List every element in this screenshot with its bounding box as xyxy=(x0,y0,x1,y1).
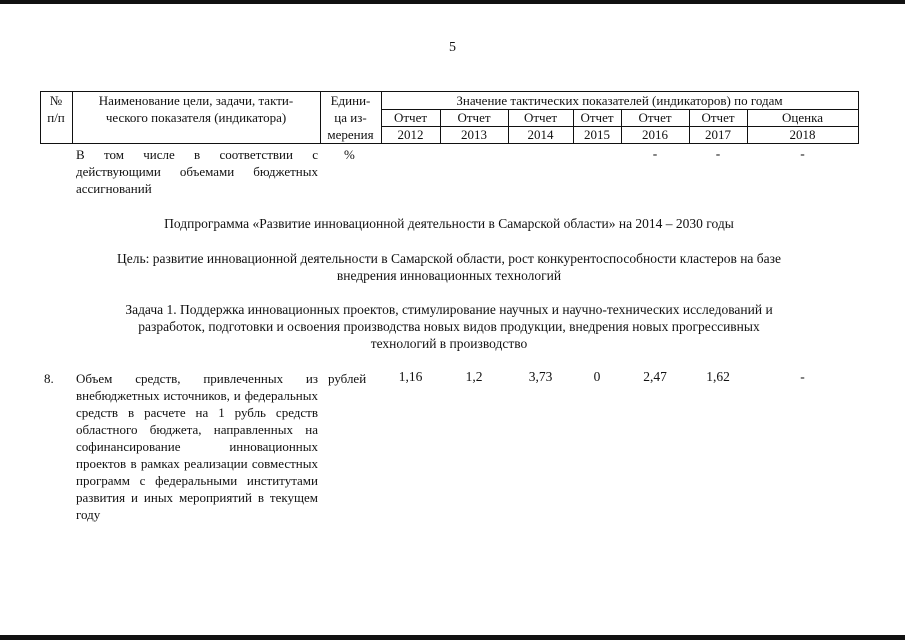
bottom-border xyxy=(0,635,905,640)
header-year: 2014 xyxy=(527,127,554,142)
goal-line1: Цель: развитие инновационной деятельности в Самарской области, рост конкурентоспособности кластеров на базе xyxy=(117,251,781,266)
header-num-line1: № xyxy=(49,93,63,108)
task-line2: разработок, подготовки и освоения производства новых видов продукции, внедрения новых прогрессивных xyxy=(138,319,760,334)
header-year-label: Отчет xyxy=(523,110,558,125)
row-value-2016: - xyxy=(652,146,658,161)
header-year: 2017 xyxy=(705,127,731,142)
row-value-2014: 3,73 xyxy=(528,369,553,384)
header-year: 2013 xyxy=(461,127,487,142)
row-value-2018: - xyxy=(800,146,805,161)
task-line3: технологий в производство xyxy=(370,336,528,351)
row-value-2012: 1,16 xyxy=(398,369,423,384)
header-year-label: Отчет xyxy=(638,110,672,125)
page-number: 5 xyxy=(449,40,456,55)
row-value-2017: 1,62 xyxy=(706,369,730,384)
subprogram-title: Подпрограмма «Развитие инновационной деятельности в Самарской области» на 2014 – 2030 годы xyxy=(164,216,734,231)
row-number: 8. xyxy=(44,371,54,386)
task-line1: Задача 1. Поддержка инновационных проектов, стимулирование научных и научно-технических исследований и xyxy=(125,302,773,317)
header-values-group: Значение тактических показателей (индикаторов) по годам xyxy=(456,93,783,108)
header-unit-line3: мерения xyxy=(327,127,374,142)
row-unit: рублей xyxy=(328,371,367,386)
row-value-2018: - xyxy=(800,369,805,384)
row-name: Объем средств, привлеченных из внебюджетных источников, и федеральных средств в расчете на 1 рубль средств областного бюджета, направленных на софинансирование инновационных проектов в рамках реализации совместных программ с федеральными институтами развития и иных мероприятий в текущем году xyxy=(76,371,318,522)
header-year-label: Отчет xyxy=(393,110,428,125)
top-border xyxy=(0,0,905,4)
header-year: 2015 xyxy=(584,127,610,142)
header-year: 2016 xyxy=(642,127,668,142)
header-year-label: Оценка xyxy=(782,110,823,125)
header-year: 2018 xyxy=(789,127,816,142)
header-year-label: Отчет xyxy=(701,110,735,125)
header-num-line2: п/п xyxy=(47,110,65,125)
row-value-2015: 0 xyxy=(593,369,601,384)
row-value-2016: 2,47 xyxy=(643,369,667,384)
header-top-line xyxy=(40,91,858,92)
header-name-line1: Наименование цели, задачи, такти- xyxy=(98,93,294,108)
header-year-label: Отчет xyxy=(580,110,614,125)
row-value-2017: - xyxy=(715,146,721,161)
header-vline xyxy=(858,91,859,144)
header-year-label: Отчет xyxy=(457,110,491,125)
row-name: В том числе в соответствии с действующими объемами бюджетных ассигнований xyxy=(76,147,318,196)
header-name-line2: ческого показателя (индикатора) xyxy=(105,110,287,125)
goal-line2: внедрения инновационных технологий xyxy=(336,268,562,283)
header-unit-line2: ца из- xyxy=(334,110,367,125)
row-value-2013: 1,2 xyxy=(465,369,483,384)
header-unit-line1: Едини- xyxy=(330,93,371,108)
header-bottom-line xyxy=(40,143,858,144)
row-unit: % xyxy=(344,147,355,162)
header-year: 2012 xyxy=(397,127,424,142)
